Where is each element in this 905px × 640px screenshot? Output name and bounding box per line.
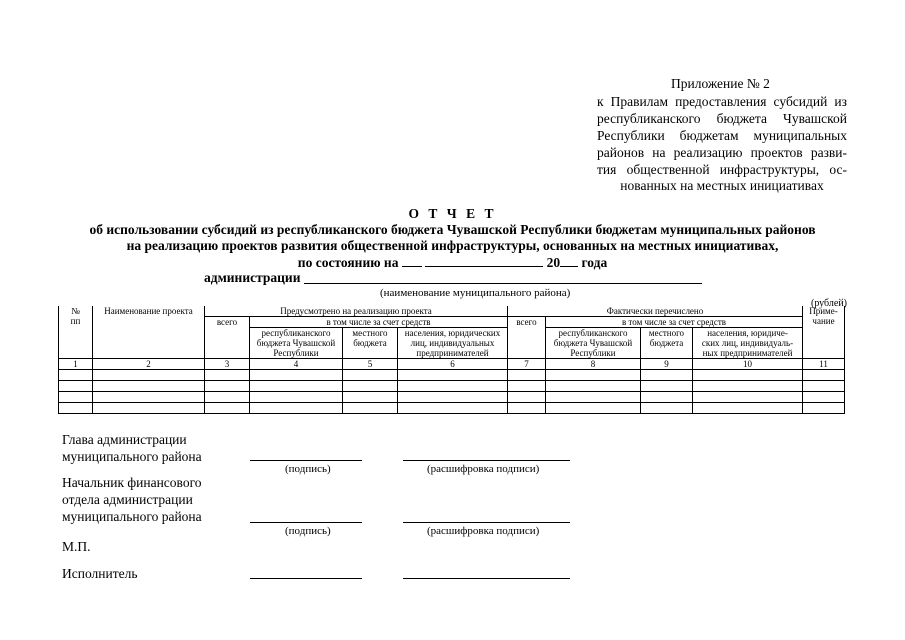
table-cell[interactable] [59, 392, 93, 403]
table-cell[interactable] [398, 370, 508, 381]
appendix-line: тия общественной инфраструктуры, ос- [597, 162, 847, 177]
col-number: 7 [508, 359, 546, 370]
table-cell[interactable] [343, 403, 398, 414]
table-cell[interactable] [546, 392, 641, 403]
table-cell[interactable] [508, 381, 546, 392]
table-cell[interactable] [59, 403, 93, 414]
col-header-note: Приме- чание [803, 306, 845, 359]
col-header-actual-population: населения, юридиче- ских лиц, индивидуаль- ных предпринимателей [693, 328, 803, 359]
col-header-planned-incl: в том числе за счет средств [250, 317, 508, 328]
table-cell[interactable] [59, 370, 93, 381]
units-label: (рублей) [810, 298, 847, 309]
table-cell[interactable] [93, 392, 205, 403]
table-row [59, 370, 845, 381]
table-cell[interactable] [205, 392, 250, 403]
appendix-line: к Правилам предоставления субсидий из [597, 94, 847, 109]
fin-decode-line[interactable] [403, 522, 570, 523]
table-cell[interactable] [343, 370, 398, 381]
admin-caption: (наименование муниципального района) [380, 287, 571, 299]
col-number: 11 [803, 359, 845, 370]
table-cell[interactable] [398, 381, 508, 392]
col-header-actual-incl: в том числе за счет средств [546, 317, 803, 328]
col-number: 8 [546, 359, 641, 370]
col-header-name: Наименование проекта [93, 306, 205, 359]
table-cell[interactable] [59, 381, 93, 392]
admin-name-field[interactable] [304, 283, 702, 284]
report-date-line [0, 254, 905, 271]
table-cell[interactable] [641, 392, 693, 403]
table-cell[interactable] [250, 392, 343, 403]
table-cell[interactable] [693, 381, 803, 392]
head-sign-caption: (подпись) [285, 463, 331, 475]
executor-signature-line[interactable] [250, 578, 362, 579]
col-header-actual-republic: республиканского бюджета Чувашской Республики [546, 328, 641, 359]
col-header-actual-local: местного бюджета [641, 328, 693, 359]
date-day-field[interactable] [402, 254, 422, 267]
appendix-line: районов на реализацию проектов разви- [597, 145, 847, 160]
table-cell[interactable] [205, 403, 250, 414]
table-cell[interactable] [250, 403, 343, 414]
col-header-planned: Предусмотрено на реализацию проекта [205, 306, 508, 317]
table-cell[interactable] [693, 370, 803, 381]
fin-sign-caption: (подпись) [285, 525, 331, 537]
col-number: 10 [693, 359, 803, 370]
table-cell[interactable] [546, 381, 641, 392]
table-cell[interactable] [93, 403, 205, 414]
appendix-line: нованных на местных инициативах [620, 178, 824, 193]
appendix-title: Приложение № 2 [671, 76, 770, 91]
date-suffix: года [581, 255, 608, 270]
table-cell[interactable] [250, 370, 343, 381]
date-prefix: по состоянию на [297, 255, 399, 270]
head-decode-line[interactable] [403, 460, 570, 461]
col-number: 9 [641, 359, 693, 370]
col-number: 2 [93, 359, 205, 370]
table-cell[interactable] [641, 370, 693, 381]
col-header-planned-republic: республиканского бюджета Чувашской Республики [250, 328, 343, 359]
date-month-field[interactable] [425, 254, 543, 267]
table-cell[interactable] [398, 392, 508, 403]
report-subtitle-1: об использовании субсидий из республиканского бюджета Чувашской Республики бюджетам муниципальных районов [89, 222, 816, 237]
table-row [59, 381, 845, 392]
col-header-number: № пп [59, 306, 93, 359]
table-cell[interactable] [93, 370, 205, 381]
admin-label: администрации [204, 270, 301, 285]
report-table [58, 306, 845, 414]
head-decode-caption: (расшифровка подписи) [427, 463, 540, 475]
fin-signature-line[interactable] [250, 522, 362, 523]
table-cell[interactable] [508, 370, 546, 381]
executor-decode-line[interactable] [403, 578, 570, 579]
table-cell[interactable] [546, 403, 641, 414]
date-year: 20 [546, 255, 561, 270]
col-number: 5 [343, 359, 398, 370]
table-cell[interactable] [93, 381, 205, 392]
date-year-field[interactable] [560, 254, 578, 267]
col-number: 1 [59, 359, 93, 370]
fin-decode-caption: (расшифровка подписи) [427, 525, 540, 537]
table-cell[interactable] [508, 403, 546, 414]
head-signature-line[interactable] [250, 460, 362, 461]
table-cell[interactable] [641, 403, 693, 414]
table-cell[interactable] [803, 381, 845, 392]
report-title: О Т Ч Е Т [408, 206, 497, 221]
table-cell[interactable] [398, 403, 508, 414]
table-cell[interactable] [546, 370, 641, 381]
col-header-actual: Фактически перечислено [508, 306, 803, 317]
table-cell[interactable] [641, 381, 693, 392]
table-cell[interactable] [508, 392, 546, 403]
table-cell[interactable] [693, 403, 803, 414]
table-cell[interactable] [343, 381, 398, 392]
fin-label: Начальник финансового отдела администрации муниципального района [62, 475, 202, 524]
stamp-label: М.П. [62, 539, 91, 554]
col-number: 6 [398, 359, 508, 370]
table-cell[interactable] [803, 370, 845, 381]
report-subtitle-2: на реализацию проектов развития общественной инфраструктуры, основанных на местных инициативах, [126, 238, 779, 253]
table-cell[interactable] [205, 370, 250, 381]
table-row [59, 403, 845, 414]
appendix-line: республиканского бюджета Чувашской [597, 111, 847, 126]
table-cell[interactable] [803, 392, 845, 403]
col-header-actual-total: всего [508, 317, 546, 359]
table-cell[interactable] [250, 381, 343, 392]
table-cell[interactable] [803, 403, 845, 414]
table-cell[interactable] [693, 392, 803, 403]
col-header-planned-population: населения, юридических лиц, индивидуальных предпринимателей [398, 328, 508, 359]
col-number: 3 [205, 359, 250, 370]
table-cell[interactable] [205, 381, 250, 392]
table-row [59, 392, 845, 403]
table-cell[interactable] [343, 392, 398, 403]
col-header-planned-local: местного бюджета [343, 328, 398, 359]
head-label: Глава администрации муниципального района [62, 432, 202, 464]
appendix-line: Республики бюджетам муниципальных [597, 128, 847, 143]
col-number: 4 [250, 359, 343, 370]
executor-label: Исполнитель [62, 566, 138, 581]
col-header-planned-total: всего [205, 317, 250, 359]
